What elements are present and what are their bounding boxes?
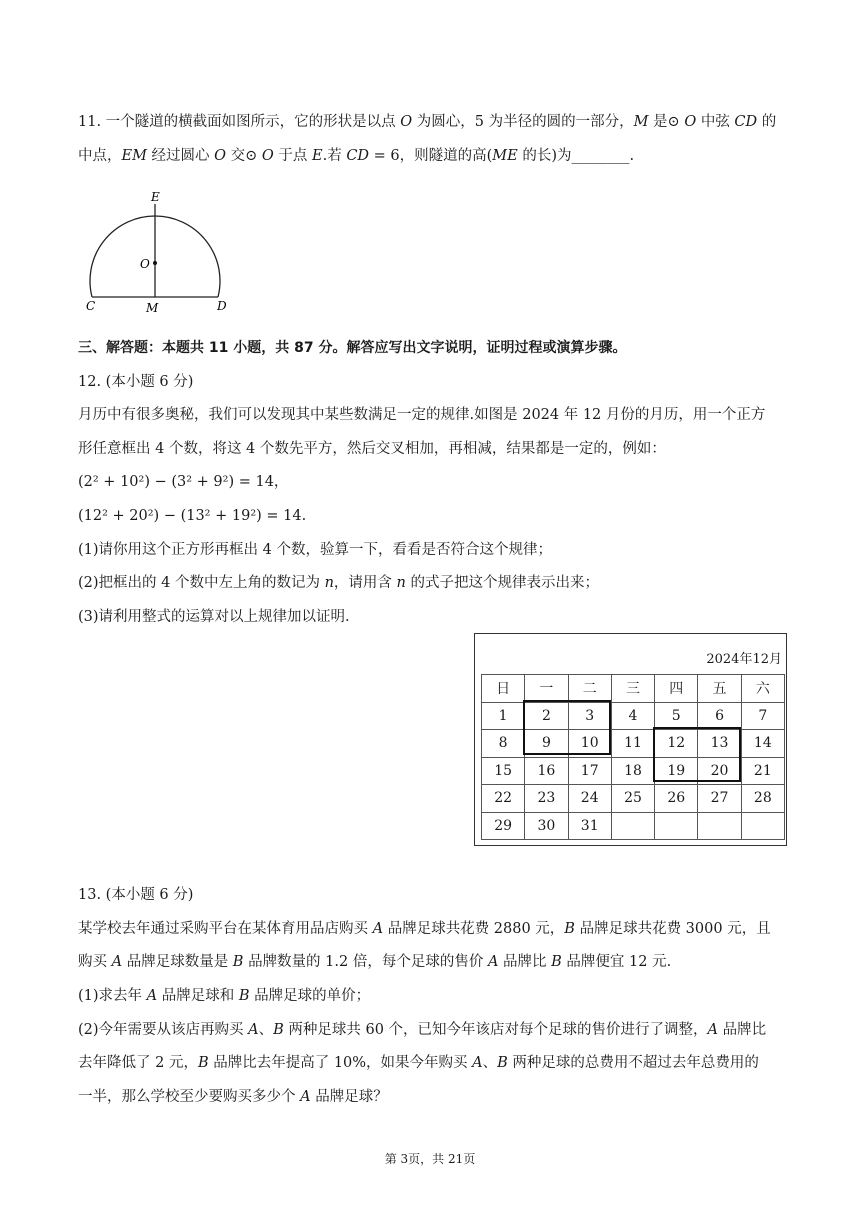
calendar-header-cell: 五 [698, 675, 741, 703]
calendar-header-cell: 六 [741, 675, 784, 703]
label-e: E [151, 190, 160, 204]
q12-equation-2: (12² + 20²) − (13² + 19²) = 14. [78, 508, 307, 524]
q12-part-3: (3)请利用整式的运算对以上规律加以证明. [78, 609, 350, 625]
calendar-day-cell: 20 [698, 757, 741, 785]
q12-line-2: 形任意框出 4 个数，将这 4 个数先平方，然后交叉相加，再相减，结果都是一定的，例如： [78, 441, 666, 457]
calendar-day-cell: 11 [611, 730, 654, 758]
highlight-box-2 [653, 727, 741, 782]
calendar-day-cell: 17 [568, 757, 611, 785]
q11-line-1: 11. 一个隧道的横截面如图所示，它的形状是以点 𝑂 为圆心，5 为半径的圆的一部分，𝑀 是⊙ 𝑂 中弦 𝐶𝐷 的 [78, 114, 777, 130]
q13-heading: 13. (本小题 6 分) [78, 887, 194, 903]
calendar-header-cell: 一 [525, 675, 568, 703]
q12-part-1: (1)请你用这个正方形再框出 4 个数，验算一下，看看是否符合这个规律； [78, 542, 552, 558]
label-m: M [146, 301, 159, 315]
calendar-day-cell: 3 [568, 702, 611, 730]
q13-part-2-line-3: 一半，那么学校至少要购买多少个 𝐴 品牌足球？ [78, 1089, 388, 1105]
calendar-header-cell: 二 [568, 675, 611, 703]
calendar-day-cell: 6 [698, 702, 741, 730]
tunnel-figure [80, 186, 230, 316]
calendar-day-cell: 25 [611, 785, 654, 813]
highlight-box-1 [523, 700, 611, 755]
calendar-day-cell: 27 [698, 785, 741, 813]
q13-part-1: (1)求去年 𝐴 品牌足球和 𝐵 品牌足球的单价； [78, 988, 371, 1004]
calendar-day-cell: 2 [525, 702, 568, 730]
calendar-day-cell: 30 [525, 812, 568, 840]
calendar-day-cell: 31 [568, 812, 611, 840]
calendar-day-cell: 18 [611, 757, 654, 785]
calendar-week-row [482, 812, 785, 840]
calendar-day-cell: 13 [698, 730, 741, 758]
calendar-day-cell: 14 [741, 730, 784, 758]
calendar-day-cell: 4 [611, 702, 654, 730]
calendar-day-cell: 23 [525, 785, 568, 813]
calendar-day-cell: 19 [655, 757, 698, 785]
label-d: D [217, 299, 227, 313]
calendar-day-cell [655, 812, 698, 840]
q13-part-2-line-2: 去年降低了 2 元，𝐵 品牌比去年提高了 10%，如果今年购买 𝐴、𝐵 两种足球的总费用不超过去年总费用的 [78, 1055, 759, 1071]
calendar-header-row [482, 675, 785, 703]
q12-heading: 12. (本小题 6 分) [78, 374, 194, 390]
calendar [474, 633, 787, 846]
calendar-day-cell: 1 [482, 702, 525, 730]
calendar-day-cell [611, 812, 654, 840]
calendar-header-cell: 三 [611, 675, 654, 703]
calendar-day-cell: 8 [482, 730, 525, 758]
label-o: O [140, 257, 150, 271]
page-footer: 第 3页，共 21页 [384, 1152, 476, 1166]
calendar-day-cell: 16 [525, 757, 568, 785]
q11-line-2: 中点，𝐸𝑀 经过圆心 𝑂 交⊙ 𝑂 于点 𝐸.若 𝐶𝐷 = 6，则隧道的高(𝑀𝐸 的长)为________. [78, 148, 635, 164]
q13-line-1: 某学校去年通过采购平台在某体育用品店购买 𝐴 品牌足球共花费 2880 元，𝐵 品牌足球共花费 3000 元，且 [78, 921, 771, 937]
calendar-day-cell: 7 [741, 702, 784, 730]
calendar-day-cell [741, 812, 784, 840]
calendar-day-cell: 29 [482, 812, 525, 840]
calendar-day-cell: 12 [655, 730, 698, 758]
calendar-day-cell: 21 [741, 757, 784, 785]
calendar-day-cell: 26 [655, 785, 698, 813]
calendar-title: 2024年12月 [706, 652, 782, 667]
q12-equation-1: (2² + 10²) − (3² + 9²) = 14， [78, 474, 289, 490]
calendar-day-cell: 15 [482, 757, 525, 785]
calendar-day-cell: 10 [568, 730, 611, 758]
calendar-day-cell: 24 [568, 785, 611, 813]
q12-part-2: (2)把框出的 4 个数中左上角的数记为 𝑛，请用含 𝑛 的式子把这个规律表示出来； [78, 575, 599, 591]
q12-line-1: 月历中有很多奥秘，我们可以发现其中某些数满足一定的规律.如图是 2024 年 12 月份的月历，用一个正方 [78, 407, 766, 423]
calendar-header-cell: 四 [655, 675, 698, 703]
calendar-day-cell: 28 [741, 785, 784, 813]
calendar-day-cell [698, 812, 741, 840]
q13-part-2-line-1: (2)今年需要从该店再购买 𝐴、𝐵 两种足球共 60 个，已知今年该店对每个足球的售价进行了调整，𝐴 品牌比 [78, 1022, 767, 1038]
calendar-day-cell: 5 [655, 702, 698, 730]
calendar-day-cell: 9 [525, 730, 568, 758]
calendar-week-row [482, 785, 785, 813]
section-heading: 三、解答题：本题共 11 小题，共 87 分。解答应写出文字说明，证明过程或演算步骤。 [78, 340, 627, 356]
calendar-day-cell: 22 [482, 785, 525, 813]
q13-line-2: 购买 𝐴 品牌足球数量是 𝐵 品牌数量的 1.2 倍，每个足球的售价 𝐴 品牌比 𝐵 品牌便宜 12 元. [78, 954, 672, 970]
label-c: C [86, 299, 96, 313]
center-point-o [153, 261, 157, 265]
calendar-header-cell: 日 [482, 675, 525, 703]
